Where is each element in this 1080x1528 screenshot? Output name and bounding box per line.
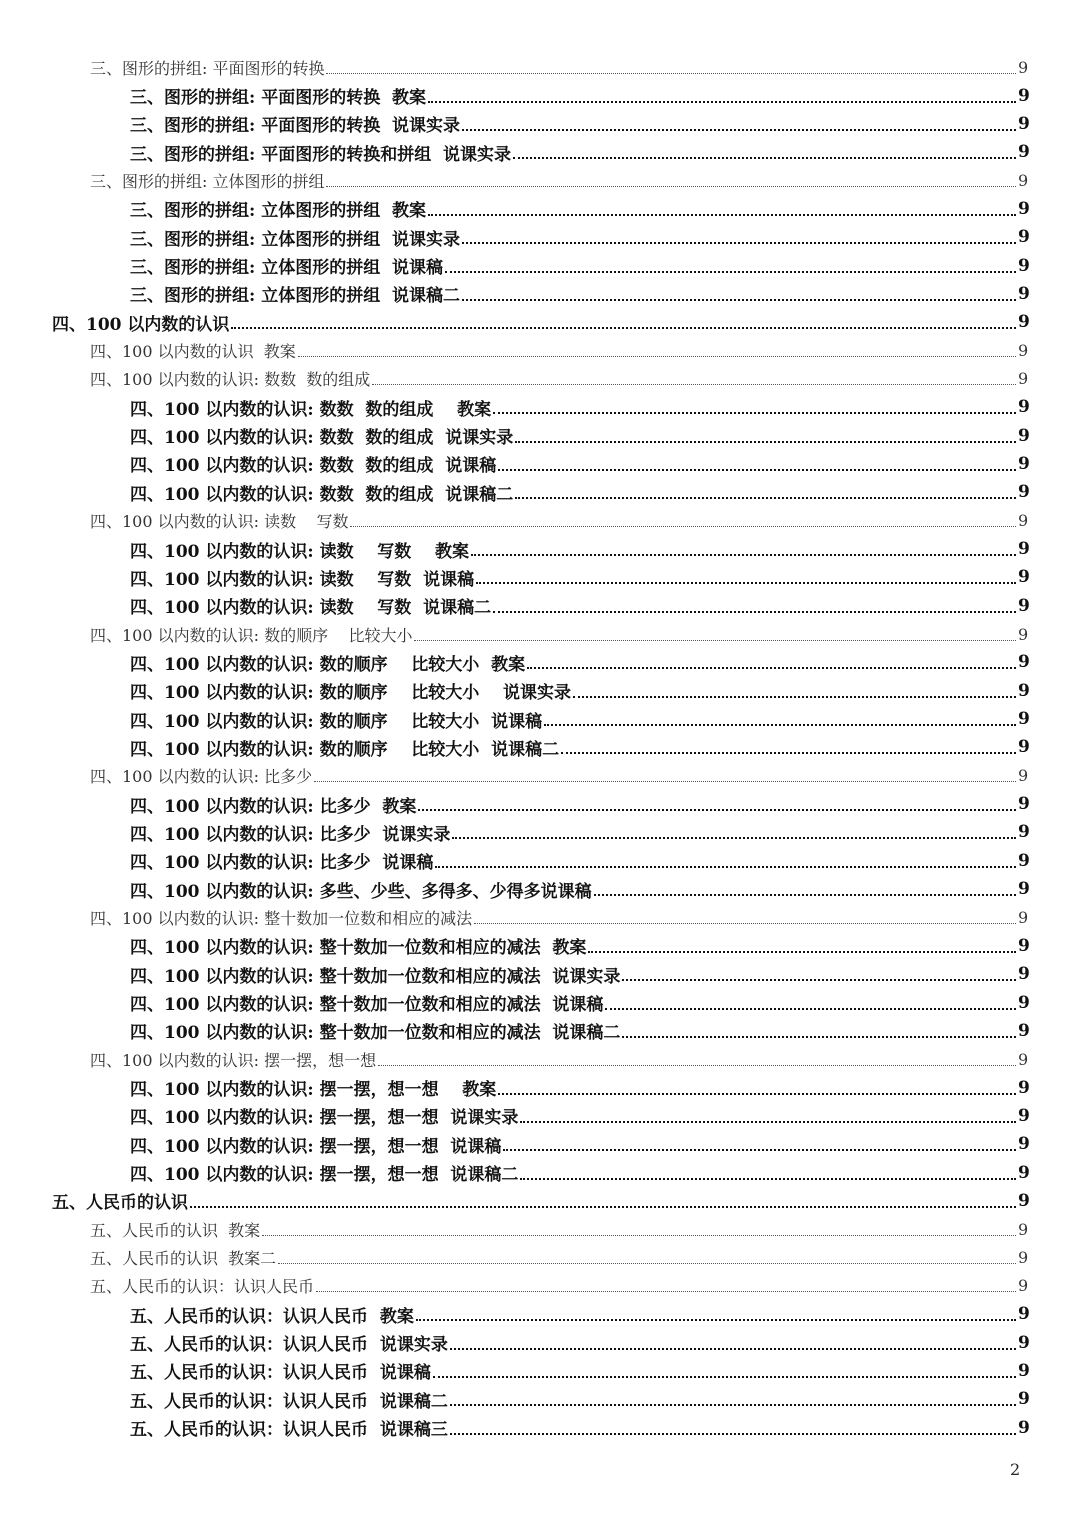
dot-leader xyxy=(520,1178,1016,1180)
dot-leader xyxy=(190,1206,1016,1208)
toc-entry[interactable] xyxy=(0,1017,1080,1045)
dot-leader xyxy=(498,1093,1016,1095)
toc-entry[interactable] xyxy=(0,1102,1080,1130)
dot-leader xyxy=(428,214,1016,216)
toc-entry[interactable] xyxy=(0,1187,1080,1215)
toc-entry[interactable] xyxy=(0,932,1080,960)
toc-entry-title: 四、100 以内数的认识: 数的顺序 比较大小 说课稿 xyxy=(130,711,543,732)
toc-entry[interactable] xyxy=(0,365,1080,393)
dot-leader xyxy=(471,554,1016,556)
toc-entry-page: 9 xyxy=(1018,198,1030,219)
toc-entry-page: 9 xyxy=(1018,1248,1029,1268)
dot-leader xyxy=(450,1433,1016,1435)
toc-entry[interactable] xyxy=(0,705,1080,733)
dot-leader xyxy=(262,1235,1016,1236)
dot-leader xyxy=(450,1404,1016,1406)
toc-entry[interactable] xyxy=(0,677,1080,705)
dot-leader xyxy=(416,1319,1016,1321)
toc-entry-title: 四、100 以内数的认识: 多些、少些、多得多、少得多说课稿 xyxy=(130,881,592,902)
toc-entry[interactable] xyxy=(0,450,1080,478)
toc-entry[interactable] xyxy=(0,648,1080,676)
dot-leader xyxy=(513,157,1016,159)
dot-leader xyxy=(418,809,1016,811)
toc-entry[interactable] xyxy=(0,960,1080,988)
dot-leader xyxy=(515,497,1016,499)
toc-entry-page: 9 xyxy=(1018,1162,1030,1183)
dot-leader xyxy=(498,469,1016,471)
toc-entry[interactable] xyxy=(0,1073,1080,1101)
toc-entry-title: 五、人民币的认识 教案 xyxy=(90,1220,261,1240)
toc-entry-page: 9 xyxy=(1018,142,1030,163)
toc-entry-page: 9 xyxy=(1018,1332,1030,1353)
toc-entry[interactable] xyxy=(0,563,1080,591)
toc-entry-page: 9 xyxy=(1018,794,1030,815)
dot-leader xyxy=(414,640,1016,641)
dot-leader xyxy=(462,242,1016,244)
dot-leader xyxy=(314,781,1016,782)
toc-entry-title: 四、100 以内数的认识: 摆一摆，想一想 说课稿二 xyxy=(130,1165,519,1186)
toc-entry[interactable] xyxy=(0,733,1080,761)
toc-entry[interactable] xyxy=(0,478,1080,506)
dot-leader xyxy=(378,1065,1016,1066)
toc-entry-title: 三、图形的拼组: 立体图形的拼组 说课稿二 xyxy=(130,286,461,307)
dot-leader xyxy=(622,1036,1016,1038)
dot-leader xyxy=(462,129,1016,131)
toc-entry-title: 四、100 以内数的认识: 比多少 xyxy=(90,767,313,787)
dot-leader xyxy=(298,356,1016,357)
toc-entry-title: 四、100 以内数的认识: 整十数加一位数和相应的减法 说课实录 xyxy=(130,966,621,987)
toc-entry-title: 四、100 以内数的认识 xyxy=(52,314,230,335)
dot-leader xyxy=(433,1376,1016,1378)
toc-entry[interactable] xyxy=(0,903,1080,931)
toc-entry[interactable] xyxy=(0,1158,1080,1186)
toc-entry-page: 9 xyxy=(1018,397,1030,418)
toc-entry-title: 四、100 以内数的认识: 数的顺序 比较大小 说课稿二 xyxy=(130,739,560,760)
toc-entry-page: 9 xyxy=(1018,822,1030,843)
toc-entry-page: 9 xyxy=(1018,283,1030,304)
toc-entry[interactable] xyxy=(0,1130,1080,1158)
toc-entry-title: 四、100 以内数的认识: 数数 数的组成 说课实录 xyxy=(130,428,514,449)
toc-entry-title: 四、100 以内数的认识: 数的顺序 比较大小 教案 xyxy=(130,654,526,675)
toc-entry-page: 9 xyxy=(1018,1020,1030,1041)
dot-leader xyxy=(527,667,1016,669)
dot-leader xyxy=(476,582,1016,584)
toc-entry-title: 三、图形的拼组: 立体图形的拼组 说课稿 xyxy=(130,258,444,279)
toc-entry[interactable] xyxy=(0,1328,1080,1356)
dot-leader xyxy=(544,724,1016,726)
toc-entry-title: 四、100 以内数的认识: 数数 数的组成 xyxy=(90,370,371,390)
toc-entry-page: 9 xyxy=(1018,1417,1030,1438)
toc-entry-page: 9 xyxy=(1018,624,1029,644)
toc-entry-page: 9 xyxy=(1018,680,1030,701)
toc-entry[interactable] xyxy=(0,251,1080,279)
toc-entry-page: 9 xyxy=(1018,341,1029,361)
toc-entry-page: 9 xyxy=(1018,935,1030,956)
toc-entry-title: 五、人民币的认识 xyxy=(52,1193,188,1214)
dot-leader xyxy=(605,1008,1016,1010)
toc-entry-page: 9 xyxy=(1018,482,1030,503)
toc-entry-title: 四、100 以内数的认识: 数数 数的组成 说课稿二 xyxy=(130,484,514,505)
toc-entry-title: 五、人民币的认识：认识人民币 说课稿二 xyxy=(130,1391,448,1412)
toc-entry[interactable] xyxy=(0,620,1080,648)
toc-entry[interactable] xyxy=(0,1243,1080,1271)
toc-entry-title: 四、100 以内数的认识: 数数 数的组成 说课稿 xyxy=(130,456,497,477)
toc-entry-title: 四、100 以内数的认识: 数数 数的组成 教案 xyxy=(130,399,492,420)
toc-entry-page: 9 xyxy=(1018,850,1030,871)
toc-entry-title: 五、人民币的认识 教案二 xyxy=(90,1249,277,1269)
toc-entry-title: 四、100 以内数的认识: 摆一摆，想一想 说课实录 xyxy=(130,1108,519,1129)
toc-entry-title: 五、人民币的认识：认识人民币 说课实录 xyxy=(130,1335,448,1356)
toc-entry-title: 四、100 以内数的认识: 读数 写数 xyxy=(90,512,349,532)
dot-leader xyxy=(561,752,1016,754)
toc-entry[interactable] xyxy=(0,81,1080,109)
toc-entry-page: 9 xyxy=(1018,1219,1029,1239)
toc-entry-title: 四、100 以内数的认识: 整十数加一位数和相应的减法 说课稿 xyxy=(130,995,604,1016)
toc-entry[interactable] xyxy=(0,592,1080,620)
dot-leader xyxy=(231,327,1016,329)
toc-entry[interactable] xyxy=(0,1300,1080,1328)
toc-entry-page: 9 xyxy=(1018,539,1030,560)
toc-entry-page: 9 xyxy=(1018,737,1030,758)
toc-entry-title: 四、100 以内数的认识: 读数 写数 说课稿二 xyxy=(130,598,492,619)
toc-entry[interactable] xyxy=(0,195,1080,223)
dot-leader xyxy=(445,271,1016,273)
toc-entry-page: 9 xyxy=(1018,1190,1030,1211)
toc-entry[interactable] xyxy=(0,762,1080,790)
toc-entry[interactable] xyxy=(0,308,1080,336)
toc-entry-page: 9 xyxy=(1018,312,1030,333)
dot-leader xyxy=(520,1121,1016,1123)
toc-entry[interactable] xyxy=(0,166,1080,194)
toc-entry-page: 9 xyxy=(1018,1389,1030,1410)
dot-leader xyxy=(515,441,1016,443)
toc-entry-page: 9 xyxy=(1018,369,1029,389)
toc-entry[interactable] xyxy=(0,535,1080,563)
toc-entry[interactable] xyxy=(0,223,1080,251)
toc-entry[interactable] xyxy=(0,1414,1080,1442)
toc-entry-page: 9 xyxy=(1018,227,1030,248)
toc-entry-title: 三、图形的拼组: 立体图形的拼组 说课实录 xyxy=(130,229,461,250)
toc-entry[interactable] xyxy=(0,421,1080,449)
toc-entry-page: 9 xyxy=(1018,567,1030,588)
toc-entry[interactable] xyxy=(0,790,1080,818)
toc-entry-page: 9 xyxy=(1018,652,1030,673)
toc-entry-title: 三、图形的拼组: 平面图形的转换 教案 xyxy=(130,88,427,109)
toc-entry[interactable] xyxy=(0,818,1080,846)
toc-entry-title: 四、100 以内数的认识: 整十数加一位数和相应的减法 教案 xyxy=(130,938,587,959)
toc-entry-title: 五、人民币的认识：认识人民币 xyxy=(90,1277,315,1297)
toc-entry-page: 9 xyxy=(1018,1077,1030,1098)
toc-entry[interactable] xyxy=(0,875,1080,903)
page-number: 2 xyxy=(1010,1460,1021,1479)
toc-entry-page: 9 xyxy=(1018,171,1029,191)
toc-entry[interactable] xyxy=(0,847,1080,875)
dot-leader xyxy=(573,696,1016,698)
toc-entry-page: 9 xyxy=(1018,992,1030,1013)
dot-leader xyxy=(326,186,1016,187)
dot-leader xyxy=(588,951,1016,953)
toc-entry-page: 9 xyxy=(1018,879,1030,900)
toc-entry-title: 四、100 以内数的认识: 比多少 说课实录 xyxy=(130,824,451,845)
toc-entry-title: 四、100 以内数的认识: 读数 写数 说课稿 xyxy=(130,569,475,590)
toc-entry-page: 9 xyxy=(1018,255,1030,276)
dot-leader xyxy=(503,1149,1016,1151)
toc-entry[interactable] xyxy=(0,280,1080,308)
toc-entry-page: 9 xyxy=(1018,1105,1030,1126)
toc-entry-title: 五、人民币的认识：认识人民币 说课稿 xyxy=(130,1363,431,1384)
dot-leader xyxy=(326,73,1016,74)
dot-leader xyxy=(493,412,1016,414)
toc-entry[interactable] xyxy=(0,1385,1080,1413)
dot-leader xyxy=(372,384,1016,385)
toc-entry[interactable] xyxy=(0,507,1080,535)
toc-entry-title: 四、100 以内数的认识: 整十数加一位数和相应的减法 说课稿二 xyxy=(130,1023,621,1044)
table-of-contents xyxy=(0,53,1080,1442)
toc-entry[interactable] xyxy=(0,1045,1080,1073)
toc-entry-page: 9 xyxy=(1018,113,1030,134)
toc-entry-page: 9 xyxy=(1018,511,1029,531)
toc-entry-title: 四、100 以内数的认识: 数的顺序 比较大小 说课实录 xyxy=(130,683,571,704)
toc-entry-title: 四、100 以内数的认识: 整十数加一位数和相应的减法 xyxy=(90,908,473,928)
toc-entry-page: 9 xyxy=(1018,453,1030,474)
toc-entry-page: 9 xyxy=(1018,85,1030,106)
toc-entry[interactable] xyxy=(0,138,1080,166)
toc-entry-page: 9 xyxy=(1018,907,1029,927)
toc-entry-title: 四、100 以内数的认识: 摆一摆，想一想 教案 xyxy=(130,1080,497,1101)
toc-entry-page: 9 xyxy=(1018,1049,1029,1069)
toc-entry-title: 三、图形的拼组: 立体图形的拼组 xyxy=(90,172,325,192)
toc-entry[interactable] xyxy=(0,988,1080,1016)
toc-entry-title: 四、100 以内数的认识 教案 xyxy=(90,342,296,362)
toc-entry-title: 三、图形的拼组: 平面图形的转换 xyxy=(90,58,325,78)
toc-entry-title: 三、图形的拼组: 立体图形的拼组 教案 xyxy=(130,201,427,222)
toc-entry[interactable] xyxy=(0,1357,1080,1385)
toc-entry-page: 9 xyxy=(1018,709,1030,730)
dot-leader xyxy=(435,866,1016,868)
toc-entry-page: 9 xyxy=(1018,595,1030,616)
toc-entry-title: 三、图形的拼组: 平面图形的转换和拼组 说课实录 xyxy=(130,144,512,165)
toc-entry-title: 四、100 以内数的认识: 比多少 说课稿 xyxy=(130,853,434,874)
dot-leader xyxy=(428,101,1016,103)
dot-leader xyxy=(493,611,1016,613)
toc-entry[interactable] xyxy=(0,1215,1080,1243)
toc-entry-title: 四、100 以内数的认识: 读数 写数 教案 xyxy=(130,541,469,562)
toc-entry-page: 9 xyxy=(1018,1134,1030,1155)
dot-leader xyxy=(350,526,1016,527)
toc-entry[interactable] xyxy=(0,393,1080,421)
dot-leader xyxy=(278,1263,1016,1264)
toc-entry-page: 9 xyxy=(1018,425,1030,446)
dot-leader xyxy=(474,923,1016,924)
dot-leader xyxy=(622,979,1016,981)
dot-leader xyxy=(450,1348,1016,1350)
toc-entry-title: 四、100 以内数的认识: 摆一摆，想一想 xyxy=(90,1050,377,1070)
toc-entry[interactable] xyxy=(0,336,1080,364)
toc-entry[interactable] xyxy=(0,110,1080,138)
toc-entry-page: 9 xyxy=(1018,1276,1029,1296)
toc-entry-page: 9 xyxy=(1018,766,1029,786)
toc-entry-page: 9 xyxy=(1018,964,1030,985)
toc-entry[interactable] xyxy=(0,1272,1080,1300)
dot-leader xyxy=(594,894,1016,896)
toc-entry-title: 五、人民币的认识：认识人民币 说课稿三 xyxy=(130,1420,448,1441)
toc-entry[interactable] xyxy=(0,53,1080,81)
toc-entry-page: 9 xyxy=(1018,57,1029,77)
toc-entry-title: 四、100 以内数的认识: 摆一摆，想一想 说课稿 xyxy=(130,1136,502,1157)
toc-entry-title: 四、100 以内数的认识: 数的顺序 比较大小 xyxy=(90,625,413,645)
dot-leader xyxy=(316,1291,1016,1292)
toc-entry-page: 9 xyxy=(1018,1360,1030,1381)
dot-leader xyxy=(452,837,1016,839)
toc-entry-title: 五、人民币的认识：认识人民币 教案 xyxy=(130,1306,414,1327)
toc-entry-page: 9 xyxy=(1018,1304,1030,1325)
dot-leader xyxy=(462,299,1016,301)
toc-entry-title: 四、100 以内数的认识: 比多少 教案 xyxy=(130,796,417,817)
toc-entry-title: 三、图形的拼组: 平面图形的转换 说课实录 xyxy=(130,116,461,137)
